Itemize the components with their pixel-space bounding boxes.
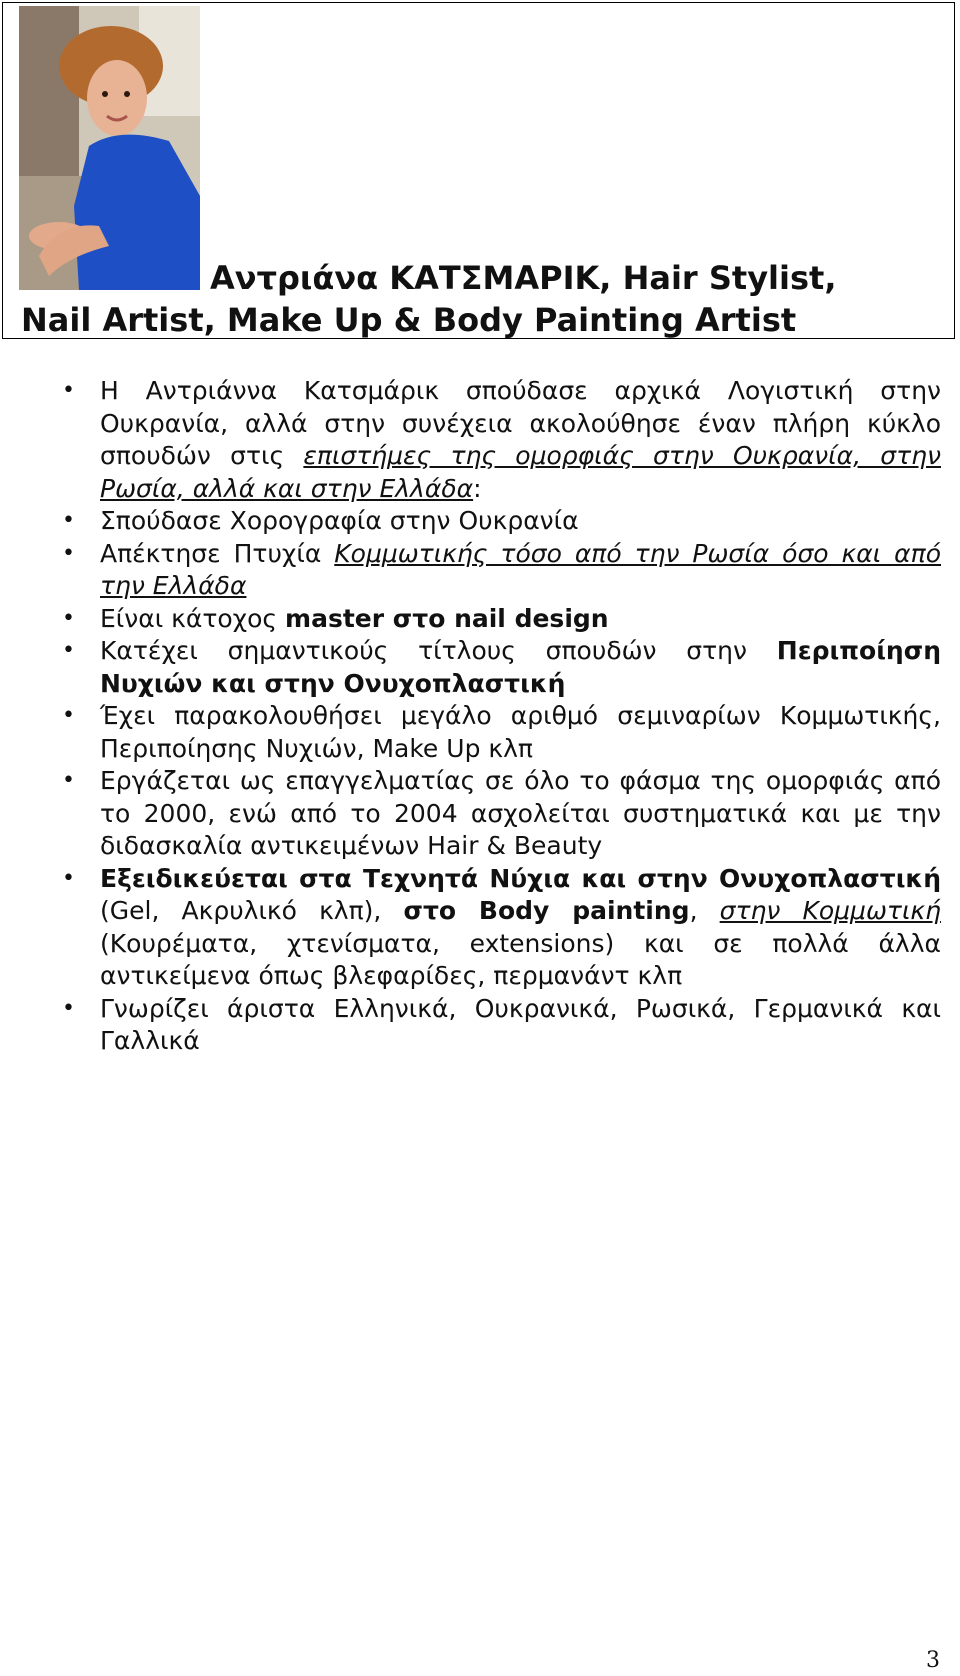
page-title-line-1: Αντριάνα ΚΑΤΣΜΑΡΙΚ, Hair Stylist, [210, 259, 837, 297]
bullet-icon: • [62, 508, 75, 533]
list-item [62, 700, 941, 765]
item-text: Εργάζεται ως επαγγελματίας σε όλο το φάσμα της ομορφιάς από το 2000, ενώ από το 2004 ασχολείται συστηματικά και με την διδασκαλία αντικειμένων Hair & Beauty [100, 766, 941, 860]
header-box [2, 2, 955, 339]
list-item [62, 505, 941, 538]
item-text: Σπούδασε Χορογραφία στην Ουκρανία [100, 506, 579, 535]
bullet-icon: • [62, 768, 75, 793]
item-text: Η Αντριάννα Κατσμάρικ σπούδασε αρχικά Λογιστική στην Ουκρανία, αλλά στην συνέχεια ακολούθησε έναν πλήρη κύκλο σπουδών στις [100, 376, 941, 470]
item-text: (Κουρέματα, χτενίσματα, extensions) και σε πολλά άλλα αντικείμενα όπως βλεφαρίδες, περμανάντ κλπ [100, 928, 941, 990]
bullet-icon: • [62, 703, 75, 728]
item-bold-text: στο Body painting [403, 896, 690, 925]
bullet-icon: • [62, 995, 75, 1021]
list-item [62, 863, 941, 993]
item-text: : [473, 473, 482, 503]
page-number: 3 [926, 1648, 940, 1673]
item-text: Κατέχει σημαντικούς τίτλους σπουδών στην [100, 636, 777, 665]
list-item [62, 635, 941, 700]
item-bold-text: Περιποίηση Νυχιών και στην Ονυχοπλαστική [100, 636, 941, 698]
list-item [62, 993, 941, 1058]
item-text: , [689, 896, 720, 925]
item-bold-text: master στο nail design [285, 603, 609, 633]
bio-list [0, 375, 960, 1058]
item-text: Έχει παρακολουθήσει μεγάλο αριθμό σεμιναρίων Κομμωτικής, Περιποίησης Νυχιών, Make Up κλπ [100, 701, 941, 763]
highlight-link[interactable]: Κομμωτικής τόσο από την Ρωσία όσο και από την Ελλάδα [100, 538, 941, 600]
highlight-link[interactable]: επιστήμες της ομορφιάς στην Ουκρανία, στην Ρωσία, αλλά και στην Ελλάδα [100, 441, 941, 503]
item-text: Απέκτησε Πτυχία [100, 538, 335, 568]
list-item [62, 603, 941, 636]
list-item [62, 538, 941, 603]
page-title-line-2: Nail Artist, Make Up & Body Painting Artist [21, 301, 797, 339]
item-text: (Gel, Ακρυλικό κλπ), [100, 896, 404, 925]
highlight-link[interactable]: στην Κομμωτική [719, 896, 941, 925]
bullet-icon: • [62, 605, 75, 631]
portrait-illustration [19, 6, 200, 290]
list-item [62, 765, 941, 863]
list-item [62, 375, 941, 505]
bullet-icon: • [62, 378, 75, 403]
portrait-photo [19, 6, 200, 290]
item-text: Είναι κάτοχος [100, 603, 286, 633]
item-text: Γνωρίζει άριστα Ελληνικά, Ουκρανικά, Ρωσικά, Γερμανικά και Γαλλικά [100, 993, 941, 1055]
bullet-icon: • [62, 638, 75, 663]
bullet-icon: • [62, 865, 75, 891]
bullet-icon: • [62, 540, 75, 566]
item-bold-text: Εξειδικεύεται στα Τεχνητά Νύχια και στην Ονυχοπλαστική [100, 863, 941, 893]
